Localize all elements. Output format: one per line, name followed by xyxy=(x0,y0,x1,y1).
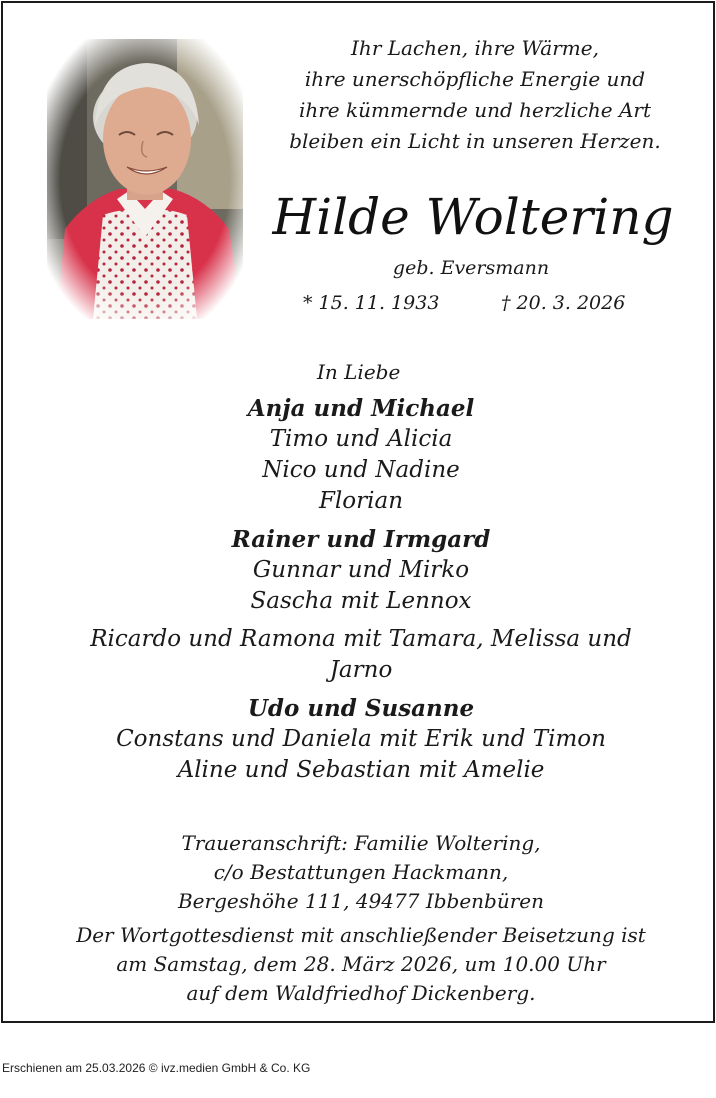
mourning-address xyxy=(61,829,661,916)
family-member: Florian xyxy=(318,488,404,514)
family-member: Aline und Sebastian mit Amelie xyxy=(177,757,545,783)
portrait-illustration xyxy=(47,39,243,319)
family-group xyxy=(43,693,679,786)
address-line: Bergeshöhe 111, 49477 Ibbenbüren xyxy=(177,889,545,913)
family-group xyxy=(43,524,679,617)
obituary-notice xyxy=(1,1,715,1023)
address-line: c/o Bestattungen Hackmann, xyxy=(213,860,509,884)
family-member: Jarno xyxy=(329,657,393,683)
family-head: Rainer und Irmgard xyxy=(231,526,491,553)
family-member: Nico und Nadine xyxy=(262,457,460,483)
poem-line: ihre unerschöpfliche Energie und xyxy=(304,67,646,91)
service-line: am Samstag, dem 28. März 2026, um 10.00 Uhr xyxy=(116,952,606,976)
mourners-list xyxy=(43,393,679,786)
poem-line: bleiben ein Licht in unseren Herzen. xyxy=(289,129,661,153)
family-member: Constans und Daniela mit Erik und Timon xyxy=(116,726,606,752)
death-date: † 20. 3. 2026 xyxy=(501,292,626,314)
family-head: Anja und Michael xyxy=(247,395,475,422)
family-head: Udo und Susanne xyxy=(247,695,475,722)
family-member: Timo und Alicia xyxy=(269,426,453,452)
family-group xyxy=(43,624,679,686)
portrait-photo xyxy=(47,39,243,319)
publication-footer: Erschienen am 25.03.2026 © ivz.medien GmbH & Co. KG xyxy=(2,1061,311,1075)
family-group xyxy=(43,393,679,517)
deceased-name: Hilde Woltering xyxy=(272,188,674,246)
birth-name: geb. Eversmann xyxy=(392,257,550,279)
mourners-intro: In Liebe xyxy=(317,360,401,384)
birth-date: * 15. 11. 1933 xyxy=(303,292,440,314)
poem xyxy=(265,33,685,157)
poem-line: Ihr Lachen, ihre Wärme, xyxy=(351,36,599,60)
funeral-service-info xyxy=(23,921,699,1008)
family-member: Ricardo und Ramona mit Tamara, Melissa und xyxy=(90,626,632,652)
poem-line: ihre kümmernde und herzliche Art xyxy=(298,98,652,122)
address-line: Traueranschrift: Familie Woltering, xyxy=(181,831,541,855)
service-line: Der Wortgottesdienst mit anschließender Beisetzung ist xyxy=(76,923,646,947)
family-member: Gunnar und Mirko xyxy=(252,557,470,583)
family-member: Sascha mit Lennox xyxy=(250,588,472,614)
service-line: auf dem Waldfriedhof Dickenberg. xyxy=(186,981,536,1005)
